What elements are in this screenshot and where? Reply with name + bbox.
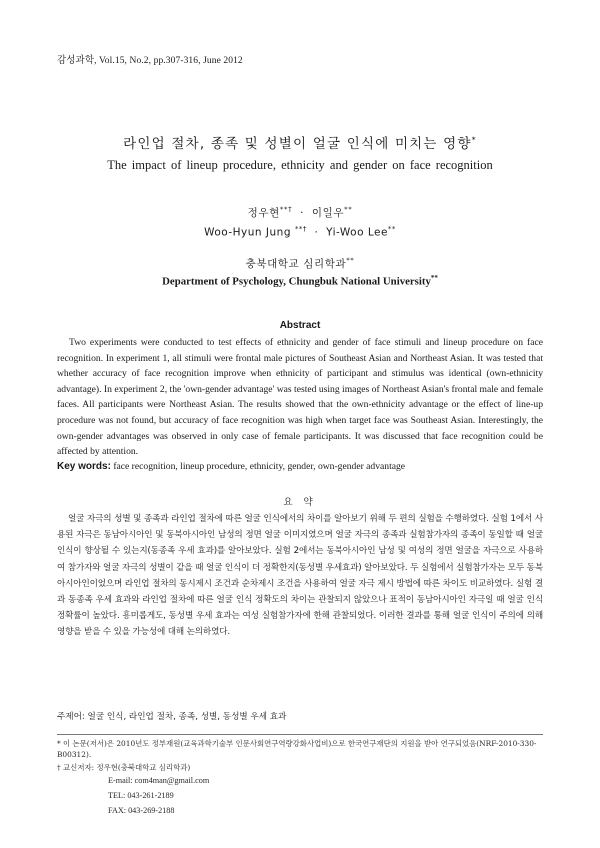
title-korean-mark: *: [471, 135, 477, 145]
author-2-korean-mark: **: [344, 205, 353, 214]
keywords-text: face recognition, lineup procedure, ethnicity, gender, own-gender advantage: [113, 461, 406, 472]
title-korean-text: 라인업 절차, 종족 및 성별이 얼굴 인식에 미치는 영향: [123, 136, 472, 152]
footnote-divider: [57, 734, 543, 735]
authors-korean: [0, 205, 600, 220]
author-separator: ·: [300, 207, 305, 219]
contact-tel: TEL: 043-261-2189: [108, 791, 174, 800]
author-separator-english: ·: [314, 226, 319, 239]
author-1-korean-mark: **†: [279, 205, 293, 214]
author-2-english-mark: **: [387, 225, 396, 233]
affiliation-korean-text: 충북대학교 심리학과: [245, 258, 347, 270]
keywords-english: [57, 461, 543, 472]
affiliation-english-mark: **: [430, 274, 438, 282]
affiliation-korean: [0, 256, 600, 271]
affiliation-korean-mark: **: [346, 256, 355, 265]
affiliation-english-text: Department of Psychology, Chungbuk National University: [162, 275, 431, 288]
abstract-body: Two experiments were conducted to test effects of ethnicity and gender of face stimuli and lineup procedure on face recognition. In experiment 1, all stimuli were frontal male pictures of Southeast Asian and Northeast Asian. It was tested that whether accuracy of face recognition improve when ethnicity of participant and stimulus was identical (own-ethnicity advantage). In experiment 2, the 'own-gender advantage' was tested using images of Northeast Asian's frontal male and female faces. All participants were Northeast Asian. The results showed that the own-ethnicity advantage or the effect of line-up procedure was not found, but accuracy of face recognition was high when target face was Southeast Asian. Interestingly, the own-gender advantages was observed in only case of female participants. It was discussed that face recognition could be affected by attention.: [57, 337, 543, 458]
footnote-corresponding: † 교신저자: 정우현(충북대학교 심리학과): [57, 763, 191, 772]
affiliation-english: [0, 274, 600, 288]
abstract-heading: Abstract: [279, 320, 321, 331]
contact-fax: FAX: 043-269-2188: [108, 806, 175, 815]
keywords-label: Key words:: [57, 461, 111, 472]
korean-summary-body: 얼굴 자극의 성별 및 종족과 라인업 절차에 따른 얼굴 인식에서의 차이를 알아보기 위해 두 편의 실험을 수행하였다. 실험 1에서 사용된 자극은 동남아시아인 및 동북아시아인 남성의 정면 얼굴 이미지였으며 얼굴 자극의 종족과 실험참가자의 종족이 동일할 때 얼굴 인식이 향상될 수 있는지(동종족 우세 효과)를 알아보았다. 실험 2에서는 동북아시아인 남성 및 여성의 정면 얼굴을 자극으로 사용하여 참가자와 얼굴 자극의 성별이 같을 때 얼굴 인식이 더 정확한지(동성별 우세효과) 알아보았다. 두 실험에서 실험참가자는 모두 동북아시아인이었으며 라인업 절차의 동시제시 조건과 순차제시 조건을 사용하여 얼굴 자극 제시 방법에 따른 차이도 비교하였다. 실험 결과 동종족 우세 효과와 라인업 절차에 따른 얼굴 인식 정확도의 차이는 관찰되지 않았으나 표적이 동남아시아인 자극일 때 얼굴 인식 정확률이 높았다. 흥미롭게도, 동성별 우세 효과는 여성 실험참가자에 한해 관찰되었다. 이러한 결과를 통해 얼굴 인식이 주의에 의해 영향을 받을 수 있을 가능성에 대해 논의하였다.: [57, 514, 543, 638]
title-korean: [0, 132, 600, 152]
author-2-english: Yi-Woo Lee: [326, 226, 388, 239]
author-2-korean: 이일우: [311, 207, 345, 219]
keywords-korean: 주제어: 얼굴 인식, 라인업 절차, 종족, 성별, 동성별 우세 효과: [57, 712, 287, 722]
korean-summary-heading: 요 약: [283, 497, 317, 508]
contact-email: E-mail: com4man@gmail.com: [108, 776, 210, 785]
title-english: The impact of lineup procedure, ethnicity and gender on face recognition: [107, 158, 493, 172]
author-1-korean: 정우현: [247, 207, 280, 219]
authors-english: [0, 225, 600, 239]
author-1-english: Woo-Hyun Jung: [204, 226, 291, 239]
footnote-funding: * 이 논문(저서)은 2010년도 정부재원(교육과학기술부 인문사회연구역량강화사업비)으로 한국연구재단의 지원을 받아 연구되었음(NRF-2010-330-B00312).: [57, 739, 537, 759]
author-1-english-mark: **†: [294, 225, 307, 233]
journal-citation: 감성과학, Vol.15, No.2, pp.307-316, June 2012: [57, 56, 243, 66]
